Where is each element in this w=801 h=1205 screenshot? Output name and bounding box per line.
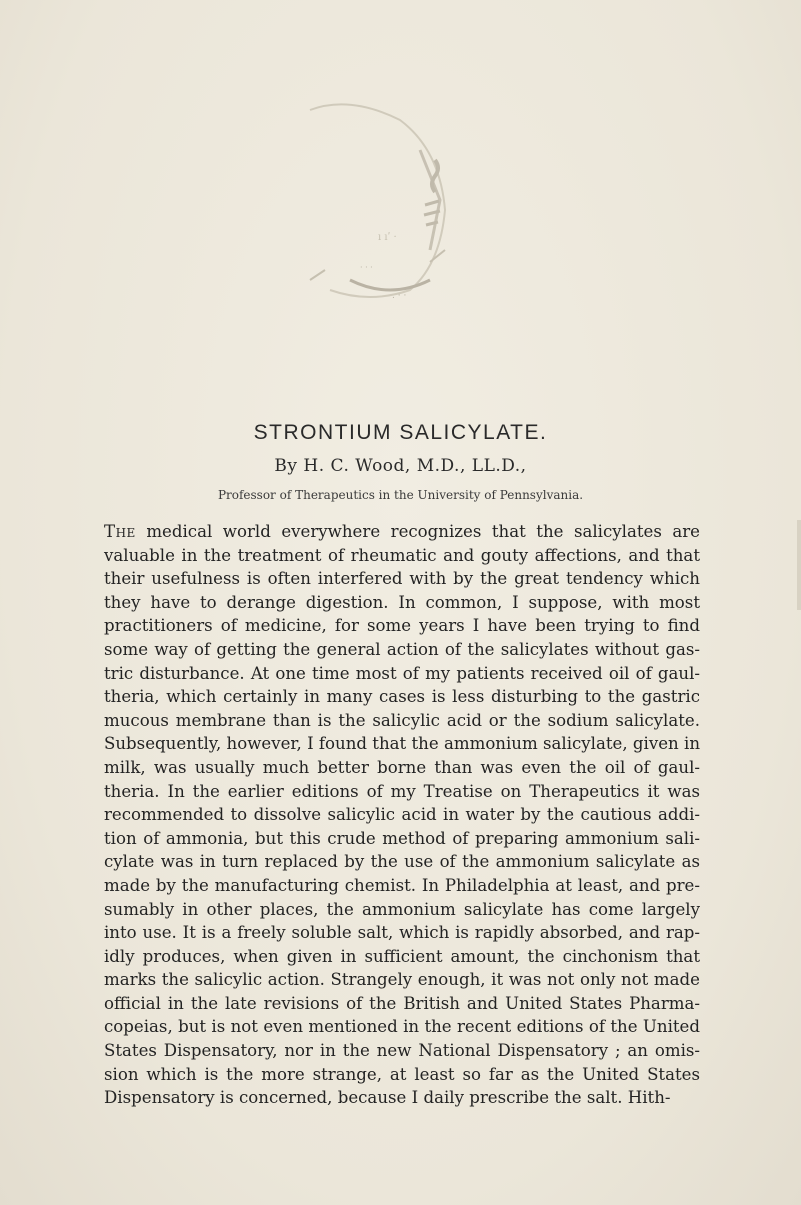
article-author: By H. C. Wood, M.D., LL.D., bbox=[274, 456, 527, 476]
svg-text:ı ıʹ ·: ı ıʹ · bbox=[378, 232, 397, 243]
page-edge-shadow bbox=[797, 520, 801, 610]
article-body bbox=[104, 520, 700, 1110]
body-paragraph: medical world everywhere recognizes that the salicylates are valuable in the treatment of rheumatic and gouty affections, and that their usefulness is often interfered with by the great tendency which they have to derange digestion. In common, I suppose, with most practitioners of medicine, for some years I have been trying to find some way of getting the general action of the salicylates without gas- tric disturbance. At one time most of my patients received oil of gaul- theria, which certainly in many cases is less disturbing to the gastric mucous membrane than is the salicylic acid or the sodium salicylate. Subsequently, however, I found that the ammonium salicylate, given in milk, was usually much better borne than was even the oil of gaul- theria. In the earlier editions of my Treatise on Therapeutics it was recommended to dissolve salicylic acid in water by the cautious addi- tion of ammonia, but this crude method of preparing ammonium sali- cylate was in turn replaced by the use of the ammonium salicylate as made by the manufacturing chemist. In Philadelphia at least, and pre- sumably in other places, the ammonium salicylate has come largely into use. It is a freely soluble salt, which is rapidly absorbed, and rap- idly produces, when given in sufficient amount, the cinchonism that marks the salicylic action. Strangely enough, it was not only not made official in the late revisions of the British and United States Pharma- copeias, but is not even mentioned in the recent editions of the United States Dispensatory, nor in the new National Dispensatory ; an omis- sion which is the more strange, at least so far as the United States Dispensatory is concerned, because I daily prescribe the salt. Hith- bbox=[104, 522, 701, 1108]
svg-text:· · ·: · · · bbox=[360, 263, 373, 272]
lead-word: The bbox=[104, 522, 136, 541]
article-title: STRONTIUM SALICYLATE. bbox=[253, 421, 548, 444]
author-affiliation: Professor of Therapeutics in the University of Pennsylvania. bbox=[217, 488, 584, 502]
svg-text:. · ·: . · · bbox=[392, 291, 407, 301]
library-stamp-icon bbox=[290, 90, 460, 305]
